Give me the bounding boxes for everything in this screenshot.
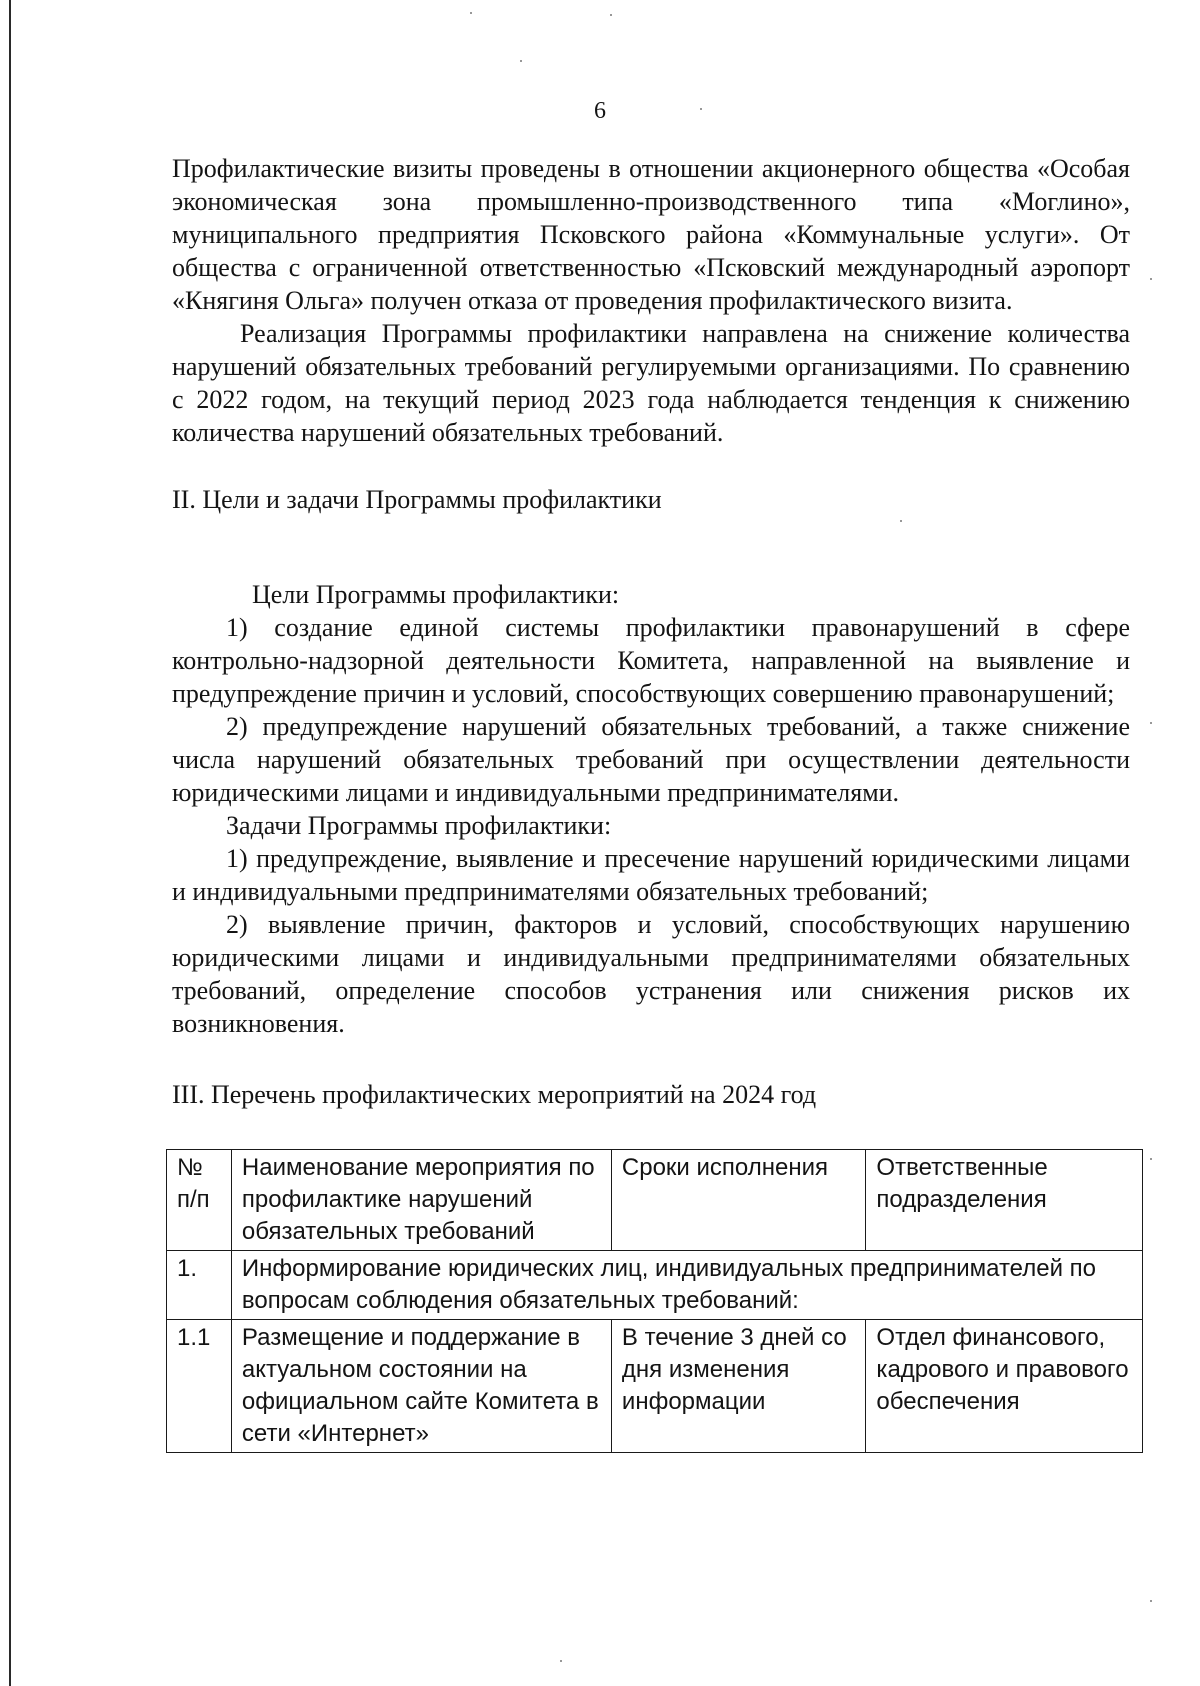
table-group-row — [167, 1251, 1143, 1320]
header-name: Наименование мероприятия по профилактике нарушений обязательных требований — [231, 1150, 611, 1251]
row-responsible: Отдел финансового, кадрового и правового обеспечения — [866, 1320, 1143, 1453]
intro-paragraph-2: Реализация Программы профилактики направлена на снижение количества нарушений обязательных требований регулируемыми организациями. По сравнению с 2022 годом, на текущий период 2023 года наблюдается тенденция к снижению количества нарушений обязательных требований. — [172, 319, 1130, 447]
group-num: 1. — [167, 1251, 232, 1320]
goal-item-2: 2) предупреждение нарушений обязательных требований, а также снижение числа нарушений обязательных требований при осуществлении деятельности юридическими лицами и индивидуальными предпринимателями. — [172, 712, 1130, 807]
scan-speck — [1150, 1600, 1152, 1602]
scan-speck — [470, 12, 472, 14]
section-heading-activities: III. Перечень профилактических мероприятий на 2024 год — [172, 1080, 817, 1109]
row-term: В течение 3 дней со дня изменения информации — [611, 1320, 866, 1453]
scan-speck — [520, 60, 522, 62]
header-responsible: Ответственные подразделения — [866, 1150, 1143, 1251]
scan-speck — [1150, 278, 1152, 280]
tasks-title: Задачи Программы профилактики: — [226, 811, 612, 840]
header-num: № п/п — [167, 1150, 232, 1251]
page-number: 6 — [594, 98, 606, 124]
document-body — [172, 152, 1130, 1453]
table-header-row — [167, 1150, 1143, 1251]
intro-paragraph-1: Профилактические визиты проведены в отношении акционерного общества «Особая экономическая зона промышленно-производственного типа «Моглино», муниципального предприятия Псковского района «Коммунальные услуги». От общества с ограниченной ответственностью «Псковский международный аэропорт «Княгиня Ольга» получен отказа от проведения профилактического визита. — [172, 154, 1130, 315]
header-term: Сроки исполнения — [611, 1150, 866, 1251]
section-heading-goals: II. Цели и задачи Программы профилактики — [172, 485, 662, 514]
task-item-2: 2) выявление причин, факторов и условий, способствующих нарушению юридическими лицами и индивидуальными предпринимателями обязательных требований, определение способов устранения или снижения рисков их возникновения. — [172, 910, 1130, 1038]
scan-speck — [700, 108, 702, 110]
scan-speck — [900, 520, 902, 522]
row-num: 1.1 — [167, 1320, 232, 1453]
scan-speck — [560, 1660, 562, 1662]
scan-speck — [1150, 722, 1152, 724]
goals-title: Цели Программы профилактики: — [252, 580, 620, 609]
scan-speck — [1150, 1158, 1152, 1160]
scan-edge-line — [9, 0, 11, 1686]
scan-speck — [610, 14, 612, 16]
task-item-1: 1) предупреждение, выявление и пресечение нарушений юридическими лицами и индивидуальными предпринимателями обязательных требований; — [172, 844, 1130, 906]
group-text: Информирование юридических лиц, индивидуальных предпринимателей по вопросам соблюдения обязательных требований: — [231, 1251, 1142, 1320]
activities-table — [166, 1149, 1143, 1453]
table-row — [167, 1320, 1143, 1453]
goal-item-1: 1) создание единой системы профилактики правонарушений в сфере контрольно-надзорной деятельности Комитета, направленной на выявление и предупреждение причин и условий, способствующих совершению правонарушений; — [172, 613, 1130, 708]
row-name: Размещение и поддержание в актуальном состоянии на официальном сайте Комитета в сети «Интернет» — [231, 1320, 611, 1453]
